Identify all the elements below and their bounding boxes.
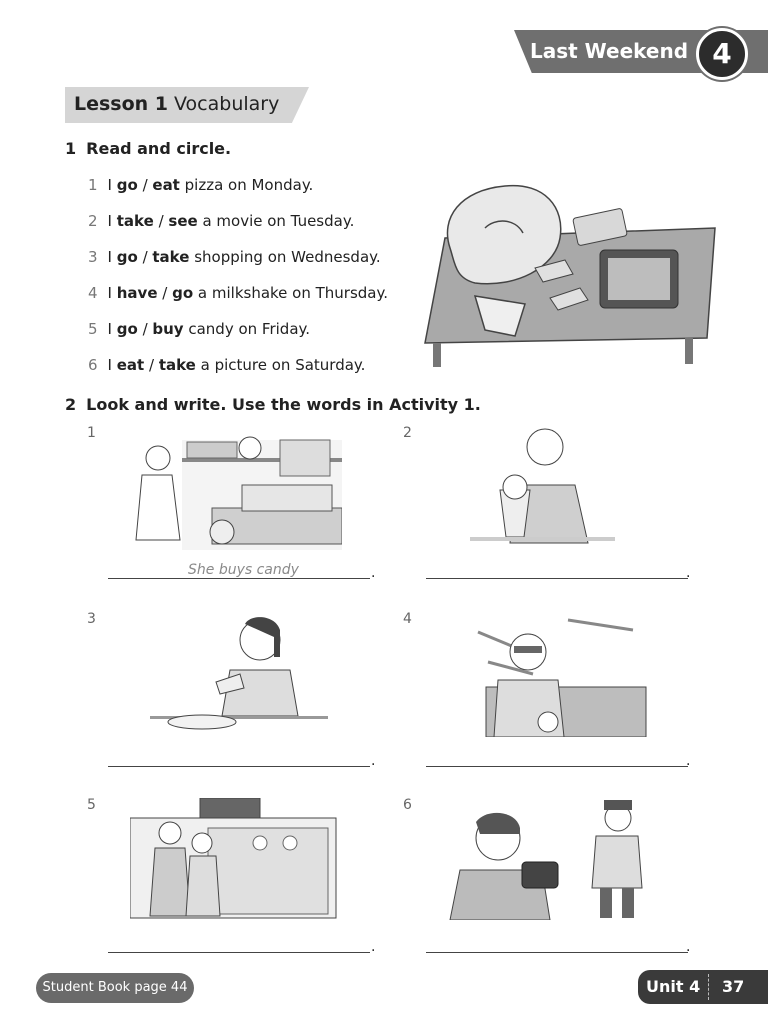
item-text: I — [107, 356, 117, 374]
choice-separator: / — [137, 176, 153, 194]
lesson-title — [74, 90, 279, 118]
choice-option[interactable]: take — [158, 356, 196, 374]
item-text: candy on Friday. — [183, 320, 311, 338]
photo-picture — [446, 798, 656, 920]
choice-separator: / — [137, 248, 153, 266]
page-footer-box — [638, 970, 768, 1004]
footer-divider — [708, 974, 709, 1000]
choice-option[interactable]: see — [168, 212, 198, 230]
activity-instruction: Read and circle. — [86, 139, 232, 158]
movie-picture — [458, 612, 648, 737]
item-text: a movie on Tuesday. — [197, 212, 355, 230]
sentence-end: . — [686, 753, 691, 769]
choice-option[interactable]: take — [152, 248, 190, 266]
footer-unit-label: Unit 4 — [646, 977, 701, 996]
answer-line[interactable] — [108, 578, 370, 579]
student-book-reference: Student Book page 44 — [36, 973, 194, 1003]
choice-option[interactable]: go — [172, 284, 194, 302]
choice-option[interactable]: buy — [152, 320, 184, 338]
page-number: 37 — [722, 977, 745, 996]
answer-line[interactable] — [426, 578, 688, 579]
unit-number-badge: 4 — [696, 28, 748, 80]
item-text: I — [107, 212, 117, 230]
item-text: I — [107, 176, 117, 194]
activity-instruction: Look and write. Use the words in Activity 1. — [86, 395, 481, 414]
choice-separator: / — [137, 320, 153, 338]
choice-option[interactable]: have — [116, 284, 158, 302]
sentence-end: . — [686, 939, 691, 955]
list-item — [88, 318, 310, 340]
answer-line[interactable] — [426, 766, 688, 767]
item-number: 4 — [88, 284, 98, 302]
milkshake-picture — [470, 425, 620, 550]
item-text: pizza on Monday. — [179, 176, 314, 194]
picture-number: 5 — [87, 797, 96, 813]
sentence-end: . — [686, 565, 691, 581]
item-text: shopping on Wednesday. — [189, 248, 381, 266]
choice-separator: / — [157, 284, 173, 302]
choice-separator: / — [153, 212, 169, 230]
choice-option[interactable]: take — [116, 212, 154, 230]
answer-line[interactable] — [108, 766, 370, 767]
picture-number: 1 — [87, 425, 96, 441]
item-number: 3 — [88, 248, 98, 266]
item-number: 1 — [88, 176, 98, 194]
item-text: a milkshake on Thursday. — [193, 284, 389, 302]
list-item — [88, 210, 354, 232]
sentence-end: . — [371, 939, 376, 955]
answer-line[interactable] — [108, 952, 370, 953]
activity-2-heading — [65, 394, 481, 416]
picture-number: 3 — [87, 611, 96, 627]
choice-option[interactable]: eat — [116, 356, 145, 374]
shopping-picture — [130, 798, 340, 920]
sentence-end: . — [371, 753, 376, 769]
item-number: 2 — [88, 212, 98, 230]
item-number: 6 — [88, 356, 98, 374]
activity-number: 1 — [65, 139, 77, 158]
item-text: I — [107, 284, 117, 302]
activity-number: 2 — [65, 395, 77, 414]
picture-number: 4 — [403, 611, 412, 627]
item-number: 5 — [88, 320, 98, 338]
pizza-picture — [150, 612, 330, 737]
unit-title: Last Weekend — [530, 39, 689, 63]
activity-1-heading — [65, 138, 231, 160]
table-illustration — [415, 178, 725, 370]
item-text: I — [107, 248, 117, 266]
choice-option[interactable]: go — [116, 248, 138, 266]
candy-shop-picture — [132, 430, 342, 550]
list-item — [88, 246, 381, 268]
answer-line[interactable] — [426, 952, 688, 953]
item-text: I — [107, 320, 117, 338]
list-item — [88, 354, 365, 376]
lesson-topic: Vocabulary — [174, 93, 280, 115]
choice-option[interactable]: eat — [152, 176, 180, 194]
choice-option[interactable]: go — [116, 320, 138, 338]
example-answer: She buys candy — [188, 562, 299, 578]
list-item — [88, 282, 388, 304]
choice-option[interactable]: go — [116, 176, 138, 194]
choice-separator: / — [144, 356, 159, 374]
picture-number: 2 — [403, 425, 412, 441]
picture-number: 6 — [403, 797, 412, 813]
sentence-end: . — [371, 565, 376, 581]
item-text: a picture on Saturday. — [195, 356, 366, 374]
list-item — [88, 174, 313, 196]
lesson-number: Lesson 1 — [74, 93, 169, 115]
